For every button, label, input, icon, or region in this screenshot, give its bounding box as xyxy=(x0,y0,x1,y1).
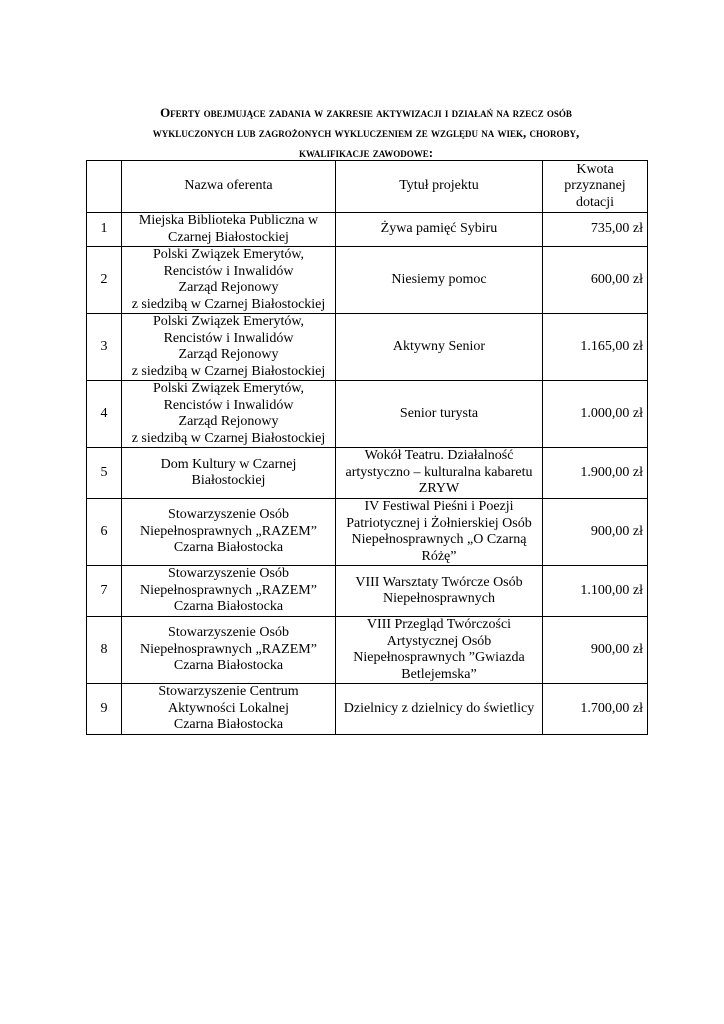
project-title-line: Niepełnosprawnych „O Czarną xyxy=(351,532,527,547)
project-title-line: Artystycznej Osób xyxy=(386,633,492,649)
grant-amount: 600,00 zł xyxy=(543,247,648,314)
offeror-name-line: Polski Związek Emerytów, xyxy=(152,381,305,396)
project-title xyxy=(336,213,543,247)
table-header-row xyxy=(87,161,648,213)
offers-table xyxy=(86,160,648,735)
heading-line-3: kwalifikacje zawodowe: xyxy=(298,145,434,160)
offeror-name-line: Dom Kultury w Czarnej xyxy=(160,456,297,472)
offeror-name xyxy=(122,314,336,381)
offeror-name-line: Stowarzyszenie Centrum xyxy=(158,684,299,699)
row-number: 2 xyxy=(87,247,122,314)
offeror-name-line: z siedzibą w Czarnej Białostockiej xyxy=(131,296,326,312)
header-title: Tytuł projektu xyxy=(336,161,543,213)
project-title xyxy=(336,684,543,735)
heading-line-1: Oferty obejmujące zadania w zakresie aktywizacji i działań na rzecz osób xyxy=(160,105,572,120)
table-row xyxy=(87,499,648,566)
row-number: 6 xyxy=(87,499,122,566)
offeror-name-line: Niepełnosprawnych „RAZEM” xyxy=(140,641,317,657)
header-amount-line: Kwota xyxy=(576,161,614,177)
row-number: 4 xyxy=(87,381,122,448)
header-name: Nazwa oferenta xyxy=(122,161,336,213)
offeror-name xyxy=(122,499,336,566)
offeror-name-line: Rencistów i Inwalidów xyxy=(163,330,294,346)
project-title xyxy=(336,499,543,566)
header-lp xyxy=(87,161,122,213)
project-title-line: Różę” xyxy=(421,548,457,564)
project-title-line: Patriotycznej i Żołnierskiej Osób xyxy=(346,515,532,531)
table-row xyxy=(87,381,648,448)
project-title-line: VIII Warsztaty Twórcze Osób xyxy=(355,574,523,590)
project-title-line: Senior turysta xyxy=(399,405,479,421)
offeror-name-line: Czarna Białostocka xyxy=(173,658,284,674)
row-number: 1 xyxy=(87,213,122,247)
offeror-name-line: Miejska Biblioteka Publiczna w xyxy=(138,213,319,228)
header-amount-line: przyznanej xyxy=(564,178,626,194)
offeror-name-line: Stowarzyszenie Osób xyxy=(168,507,289,523)
project-title-line: Betlejemska” xyxy=(401,666,477,682)
offeror-name-line: Zarząd Rejonowy xyxy=(178,280,279,295)
grant-amount: 900,00 zł xyxy=(543,617,648,684)
offeror-name-line: Aktywności Lokalnej xyxy=(168,700,289,716)
project-title xyxy=(336,448,543,499)
grant-amount: 735,00 zł xyxy=(543,213,648,247)
grant-amount: 900,00 zł xyxy=(543,499,648,566)
project-title xyxy=(336,247,543,314)
project-title-line: IV Festiwal Pieśni i Poezji xyxy=(364,499,514,514)
offeror-name xyxy=(122,381,336,448)
offeror-name-line: Czarna Białostocka xyxy=(173,717,284,732)
header-amount-line: dotacji xyxy=(575,194,615,210)
row-number: 5 xyxy=(87,448,122,499)
project-title-line: VIII Przegląd Twórczości xyxy=(366,617,512,632)
project-title xyxy=(336,381,543,448)
grant-amount: 1.700,00 zł xyxy=(543,684,648,735)
table-row xyxy=(87,314,648,381)
offeror-name xyxy=(122,566,336,617)
offeror-name-line: Stowarzyszenie Osób xyxy=(168,566,289,582)
project-title xyxy=(336,566,543,617)
offeror-name-line: Polski Związek Emerytów, xyxy=(152,247,305,262)
project-title xyxy=(336,314,543,381)
table-row xyxy=(87,448,648,499)
table-body xyxy=(87,213,648,735)
offeror-name-line: Niepełnosprawnych „RAZEM” xyxy=(140,523,317,539)
row-number: 7 xyxy=(87,566,122,617)
table-row xyxy=(87,684,648,735)
row-number: 8 xyxy=(87,617,122,684)
project-title xyxy=(336,617,543,684)
project-title-line: Aktywny Senior xyxy=(392,338,486,354)
offeror-name xyxy=(122,617,336,684)
offeror-name xyxy=(122,684,336,735)
offeror-name-line: z siedzibą w Czarnej Białostockiej xyxy=(131,363,326,379)
row-number: 3 xyxy=(87,314,122,381)
project-title-line: Niesiemy pomoc xyxy=(391,271,487,287)
grant-amount: 1.100,00 zł xyxy=(543,566,648,617)
header-amount xyxy=(543,161,648,213)
offeror-name-line: Polski Związek Emerytów, xyxy=(152,314,305,329)
project-title-line: Wokół Teatru. Działalność xyxy=(364,448,514,464)
heading-line-2: wykluczonych lub zagrożonych wykluczeniem ze względu na wiek, choroby, xyxy=(152,125,580,140)
table-row xyxy=(87,213,648,247)
offeror-name-line: Czarnej Białostockiej xyxy=(168,229,289,245)
table-row xyxy=(87,247,648,314)
offeror-name xyxy=(122,247,336,314)
offeror-name-line: z siedzibą w Czarnej Białostockiej xyxy=(131,430,326,446)
offeror-name-line: Stowarzyszenie Osób xyxy=(168,625,289,641)
document-heading xyxy=(86,103,646,163)
table-row xyxy=(87,617,648,684)
offeror-name xyxy=(122,213,336,247)
table-row xyxy=(87,566,648,617)
project-title-line: Niepełnosprawnych ”Gwiazda xyxy=(353,650,525,665)
grant-amount: 1.900,00 zł xyxy=(543,448,648,499)
offeror-name-line: Rencistów i Inwalidów xyxy=(163,263,294,279)
project-title-line: ZRYW xyxy=(418,481,460,497)
project-title-line: Dzielnicy z dzielnicy do świetlicy xyxy=(343,700,535,716)
offeror-name xyxy=(122,448,336,499)
offeror-name-line: Czarna Białostocka xyxy=(173,599,284,615)
project-title-line: Żywa pamięć Sybiru xyxy=(380,221,498,237)
offeror-name-line: Rencistów i Inwalidów xyxy=(163,397,294,413)
project-title-line: Niepełnosprawnych xyxy=(383,591,495,606)
offeror-name-line: Zarząd Rejonowy xyxy=(178,414,279,429)
project-title-line: artystyczno – kulturalna kabaretu xyxy=(345,464,533,480)
row-number: 9 xyxy=(87,684,122,735)
offeror-name-line: Niepełnosprawnych „RAZEM” xyxy=(140,582,317,598)
grant-amount: 1.165,00 zł xyxy=(543,314,648,381)
grant-amount: 1.000,00 zł xyxy=(543,381,648,448)
offeror-name-line: Białostockiej xyxy=(191,473,266,488)
offeror-name-line: Zarząd Rejonowy xyxy=(178,347,279,362)
offeror-name-line: Czarna Białostocka xyxy=(173,540,284,556)
